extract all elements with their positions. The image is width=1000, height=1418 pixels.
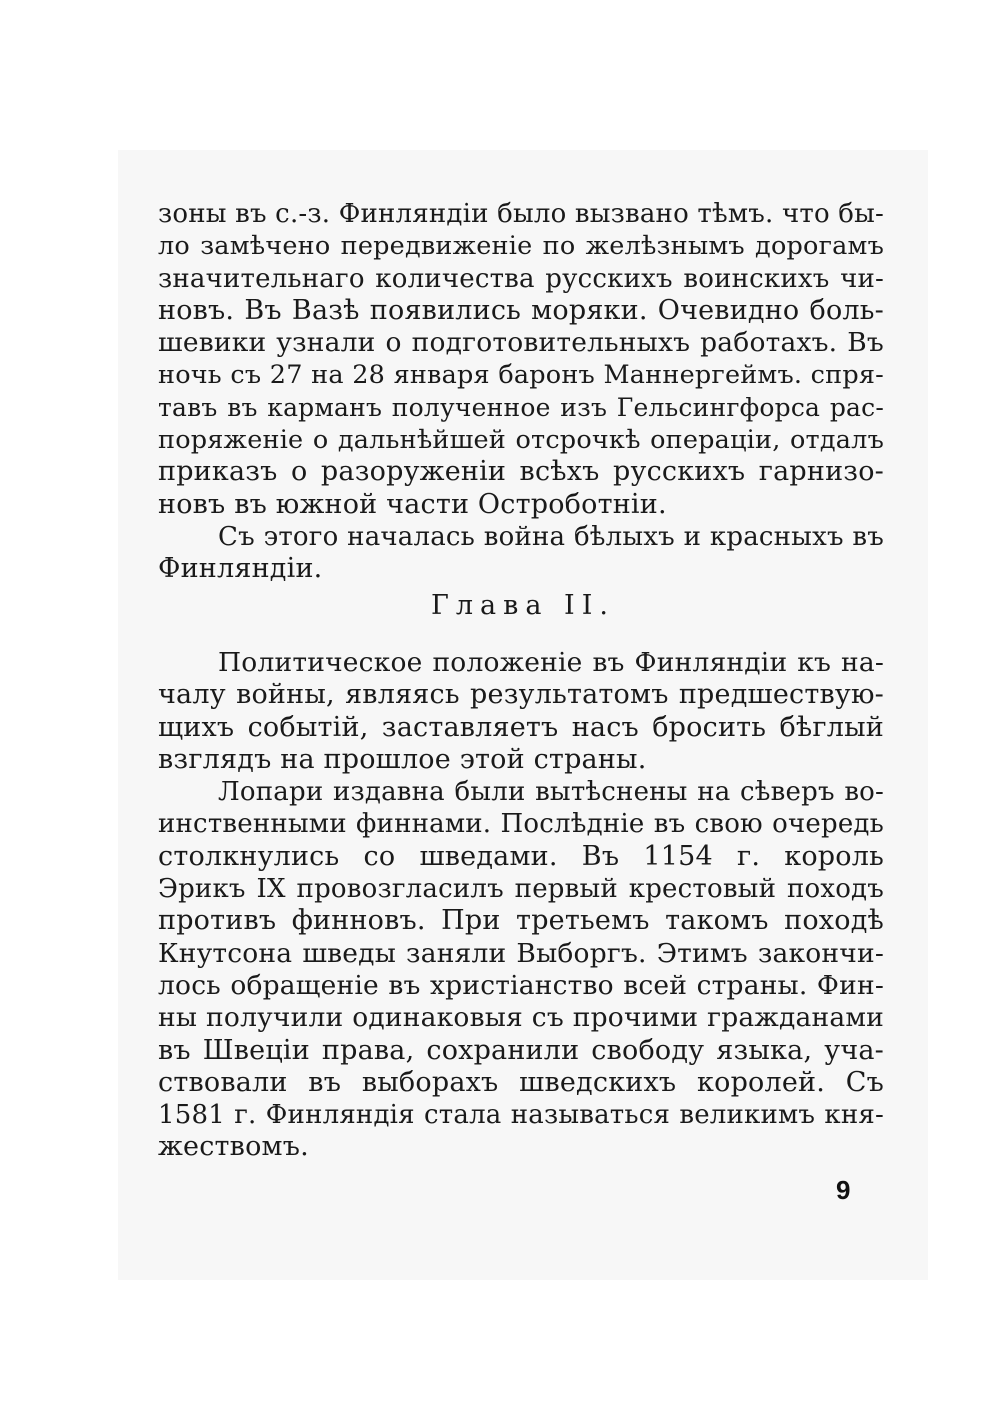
- text-line: Кнутсона шведы заняли Выборгъ. Этимъ закончи-: [158, 937, 884, 969]
- text-line: Политическое положеніе въ Финляндіи къ на-: [218, 647, 884, 678]
- text-line: 1581 г. Финляндія стала называться великимъ кня-: [158, 1100, 884, 1131]
- text-line: шевики узнали о подготовительныхъ работахъ. Въ: [158, 327, 884, 359]
- text-line: взглядъ на прошлое этой страны.: [158, 743, 647, 775]
- text-line: въ Швеціи права, сохранили свободу языка, уча-: [158, 1034, 884, 1066]
- book-page: [118, 150, 928, 1280]
- text-line: приказъ о разоруженіи всѣхъ русскихъ гарнизо-: [158, 456, 884, 488]
- text-line: ны получили одинаковыя съ прочими гражданами: [158, 1002, 884, 1034]
- text-line: значительнаго количества русскихъ воинскихъ чи-: [158, 263, 884, 294]
- text-line: Съ этого началась война бѣлыхъ и красныхъ въ: [218, 521, 884, 552]
- text-line: зоны въ с.-з. Финляндіи было вызвано тѣмъ. что бы-: [158, 199, 884, 229]
- text-line: противъ финновъ. При третьемъ такомъ походѣ: [158, 905, 884, 937]
- text-line: жествомъ.: [158, 1131, 309, 1163]
- text-line: новъ въ южной части Остроботніи.: [158, 488, 667, 520]
- text-block-top: [158, 198, 884, 586]
- text-line: ночь съ 27 на 28 января баронъ Маннергеймъ. спря-: [158, 360, 884, 391]
- text-line: лось обращеніе въ христіанство всей страны. Фин-: [158, 969, 884, 1001]
- text-line: инственными финнами. Послѣдніе въ свою очередь: [158, 809, 884, 840]
- text-line: ло замѣчено передвиженіе по желѣзнымъ дорогамъ: [158, 231, 884, 262]
- chapter-heading: Глава II.: [431, 590, 615, 621]
- text-line: Лопари издавна были вытѣснены на сѣверъ во-: [218, 777, 884, 808]
- text-line: тавъ въ карманъ полученное изъ Гельсингфорса рас-: [158, 392, 884, 422]
- text-line: Эрикъ IX провозгласилъ первый крестовый походъ: [158, 874, 884, 905]
- text-line: Финляндіи.: [158, 553, 323, 585]
- text-line: чалу войны, являясь результатомъ предшествую-: [158, 679, 884, 711]
- page-number: 9: [836, 1175, 851, 1205]
- text-line: поряженіе о дальнѣйшей отсрочкѣ операціи, отдалъ: [158, 425, 884, 456]
- text-line: новъ. Въ Вазѣ появились моряки. Очевидно боль-: [158, 294, 884, 326]
- text-line: щихъ событій, заставляетъ насъ бросить бѣглый: [158, 711, 884, 743]
- text-block-bottom: [158, 647, 884, 1164]
- text-line: столкнулись со шведами. Въ 1154 г. король: [158, 840, 884, 872]
- text-line: ствовали въ выборахъ шведскихъ королей. Съ: [158, 1066, 884, 1098]
